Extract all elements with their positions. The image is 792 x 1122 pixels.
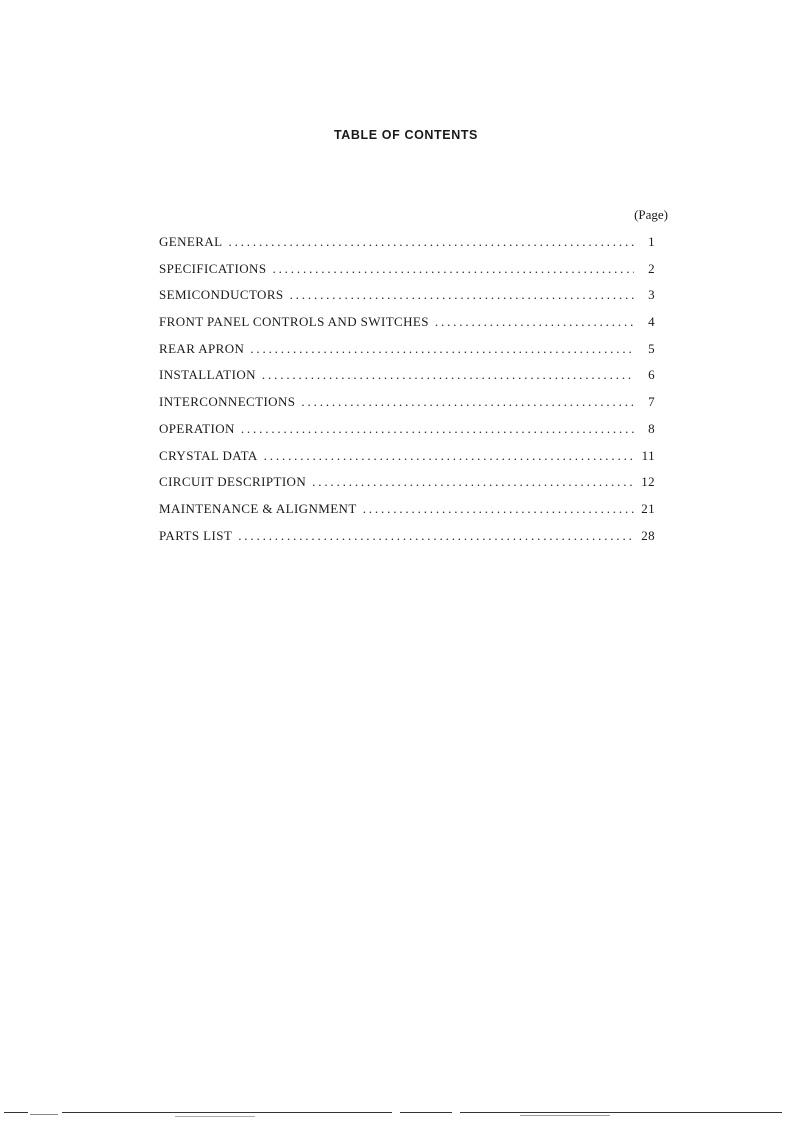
toc-entry-rear-apron <box>159 341 655 368</box>
toc-entry-parts-list <box>159 528 655 555</box>
toc-entry-label: OPERATION <box>159 420 235 436</box>
toc-entry-installation <box>159 367 655 394</box>
toc-entry-label: INSTALLATION <box>159 367 256 383</box>
dot-leader <box>262 367 634 383</box>
bottom-rule <box>0 1110 792 1120</box>
toc-entry-page: 3 <box>648 287 655 303</box>
toc-entry-front-panel <box>159 314 655 341</box>
toc-entry-page: 5 <box>648 340 655 356</box>
toc-entry-page: 2 <box>648 260 655 276</box>
toc-entry-specifications <box>159 261 655 288</box>
page-title: TABLE OF CONTENTS <box>334 128 478 142</box>
toc-entry-circuit-description <box>159 474 655 501</box>
toc-entry-page: 28 <box>641 527 655 543</box>
toc-entry-label: FRONT PANEL CONTROLS AND SWITCHES <box>159 314 429 330</box>
dot-leader <box>290 287 634 303</box>
toc-entry-label: SPECIFICATIONS <box>159 260 267 276</box>
dot-leader <box>238 528 634 544</box>
toc-entry-maintenance <box>159 501 655 528</box>
dot-leader <box>264 448 634 464</box>
toc-entry-interconnections <box>159 394 655 421</box>
toc-entry-page: 11 <box>641 447 655 463</box>
toc-entry-label: CIRCUIT DESCRIPTION <box>159 474 307 490</box>
dot-leader <box>301 394 634 410</box>
page-column-header: (Page) <box>634 207 668 222</box>
toc-entry-page: 12 <box>641 474 655 490</box>
toc-entry-label: REAR APRON <box>159 340 245 356</box>
toc-entry-page: 1 <box>648 234 655 249</box>
dot-leader <box>250 341 634 357</box>
toc-entry-label: MAINTENANCE & ALIGNMENT <box>159 500 357 516</box>
toc-entry-operation <box>159 421 655 448</box>
rule-segment <box>62 1112 392 1113</box>
rule-segment <box>4 1112 28 1113</box>
rule-segment <box>460 1112 782 1113</box>
toc-entry-page: 7 <box>648 394 655 410</box>
toc-entry-label: PARTS LIST <box>159 527 233 543</box>
toc-list <box>159 234 655 554</box>
toc-entry-label: INTERCONNECTIONS <box>159 394 296 410</box>
toc-entry-page: 8 <box>648 420 655 436</box>
dot-leader <box>241 421 634 437</box>
rule-segment <box>175 1116 255 1117</box>
toc-entry-label: GENERAL <box>159 234 223 249</box>
toc-entry-general <box>159 234 655 261</box>
toc-entry-page: 21 <box>641 500 655 516</box>
toc-entry-page: 4 <box>648 314 655 330</box>
toc-entry-label: SEMICONDUCTORS <box>159 287 284 303</box>
toc-entry-page: 6 <box>648 367 655 383</box>
dot-leader <box>228 234 634 250</box>
dot-leader <box>435 314 634 330</box>
rule-segment <box>30 1114 58 1115</box>
rule-segment <box>400 1112 452 1113</box>
dot-leader <box>272 261 634 277</box>
toc-entry-semiconductors <box>159 287 655 314</box>
dot-leader <box>363 501 634 517</box>
rule-segment <box>520 1115 610 1116</box>
toc-entry-label: CRYSTAL DATA <box>159 447 258 463</box>
dot-leader <box>312 474 634 490</box>
toc-entry-crystal-data <box>159 448 655 475</box>
